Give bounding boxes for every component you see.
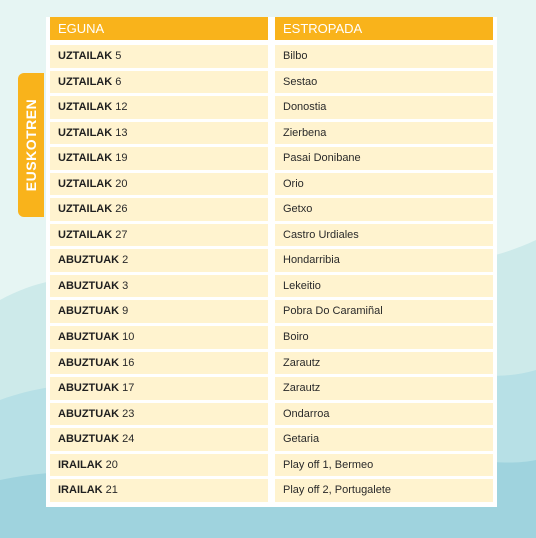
date-cell (50, 275, 268, 298)
race-cell: Lekeitio (275, 275, 493, 298)
race-cell: Getaria (275, 428, 493, 451)
month-label: ABUZTUAK (58, 433, 120, 446)
day-label: 6 (115, 75, 122, 88)
race-cell: Play off 1, Bermeo (275, 454, 493, 477)
race-cell: Zarautz (275, 377, 493, 400)
month-label: UZTAILAK (58, 50, 113, 62)
race-cell: Castro Urdiales (275, 224, 493, 247)
race-cell: Donostia (275, 96, 493, 119)
date-cell (50, 122, 268, 145)
month-label: ABUZTUAK (58, 407, 120, 420)
day-label: 10 (122, 331, 135, 344)
month-label: IRAILAK (58, 484, 103, 497)
date-cell (50, 352, 268, 375)
race-cell: Pobra Do Caramiñal (275, 300, 493, 323)
day-label: 27 (115, 228, 128, 241)
date-header: EGUNA (50, 17, 268, 40)
date-cell (50, 428, 268, 451)
month-label: ABUZTUAK (58, 279, 120, 292)
race-cell: Boiro (275, 326, 493, 349)
day-label: 23 (122, 407, 135, 420)
day-label: 16 (122, 356, 135, 369)
race-cell: Zarautz (275, 352, 493, 375)
race-header: ESTROPADA (275, 17, 493, 40)
month-label: IRAILAK (58, 458, 103, 471)
date-cell (50, 71, 268, 94)
side-tab (18, 73, 44, 217)
day-label: 24 (122, 433, 135, 446)
date-cell (50, 198, 268, 221)
month-label: UZTAILAK (58, 75, 113, 88)
race-cell: Sestao (275, 71, 493, 94)
month-label: ABUZTUAK (58, 356, 120, 369)
month-label: ABUZTUAK (58, 305, 120, 318)
race-cell: Zierbena (275, 122, 493, 145)
day-label: 2 (122, 254, 129, 267)
day-label: 13 (115, 126, 128, 139)
race-column (275, 17, 493, 502)
day-label: 20 (105, 458, 118, 471)
date-cell (50, 326, 268, 349)
race-cell: Pasai Donibane (275, 147, 493, 170)
race-cell: Orio (275, 173, 493, 196)
month-label: UZTAILAK (58, 152, 113, 165)
schedule-table (46, 17, 497, 507)
race-cell: Ondarroa (275, 403, 493, 426)
date-cell (50, 300, 268, 323)
month-label: ABUZTUAK (58, 254, 120, 267)
day-label: 9 (122, 305, 129, 318)
day-label: 26 (115, 203, 128, 216)
day-label: 20 (115, 177, 128, 190)
date-cell (50, 173, 268, 196)
date-cell (50, 403, 268, 426)
date-cell (50, 224, 268, 247)
day-label: 17 (122, 382, 135, 395)
day-label: 19 (115, 152, 128, 165)
race-cell: Play off 2, Portugalete (275, 479, 493, 502)
date-cell (50, 479, 268, 502)
side-tab-label: EUSKOTREN (23, 98, 39, 192)
race-cell: Bilbo (275, 45, 493, 68)
day-label: 3 (122, 279, 129, 292)
month-label: UZTAILAK (58, 126, 113, 139)
date-cell (50, 249, 268, 272)
date-column (50, 17, 268, 502)
month-label: UZTAILAK (58, 228, 113, 241)
race-cell: Getxo (275, 198, 493, 221)
date-cell (50, 377, 268, 400)
month-label: UZTAILAK (58, 101, 113, 114)
month-label: UZTAILAK (58, 203, 113, 216)
day-label: 5 (115, 50, 122, 62)
month-label: ABUZTUAK (58, 382, 120, 395)
date-cell (50, 147, 268, 170)
month-label: ABUZTUAK (58, 331, 120, 344)
date-cell (50, 454, 268, 477)
day-label: 21 (105, 484, 118, 497)
day-label: 12 (115, 101, 128, 114)
date-cell (50, 45, 268, 68)
date-cell (50, 96, 268, 119)
month-label: UZTAILAK (58, 177, 113, 190)
race-cell: Hondarribia (275, 249, 493, 272)
